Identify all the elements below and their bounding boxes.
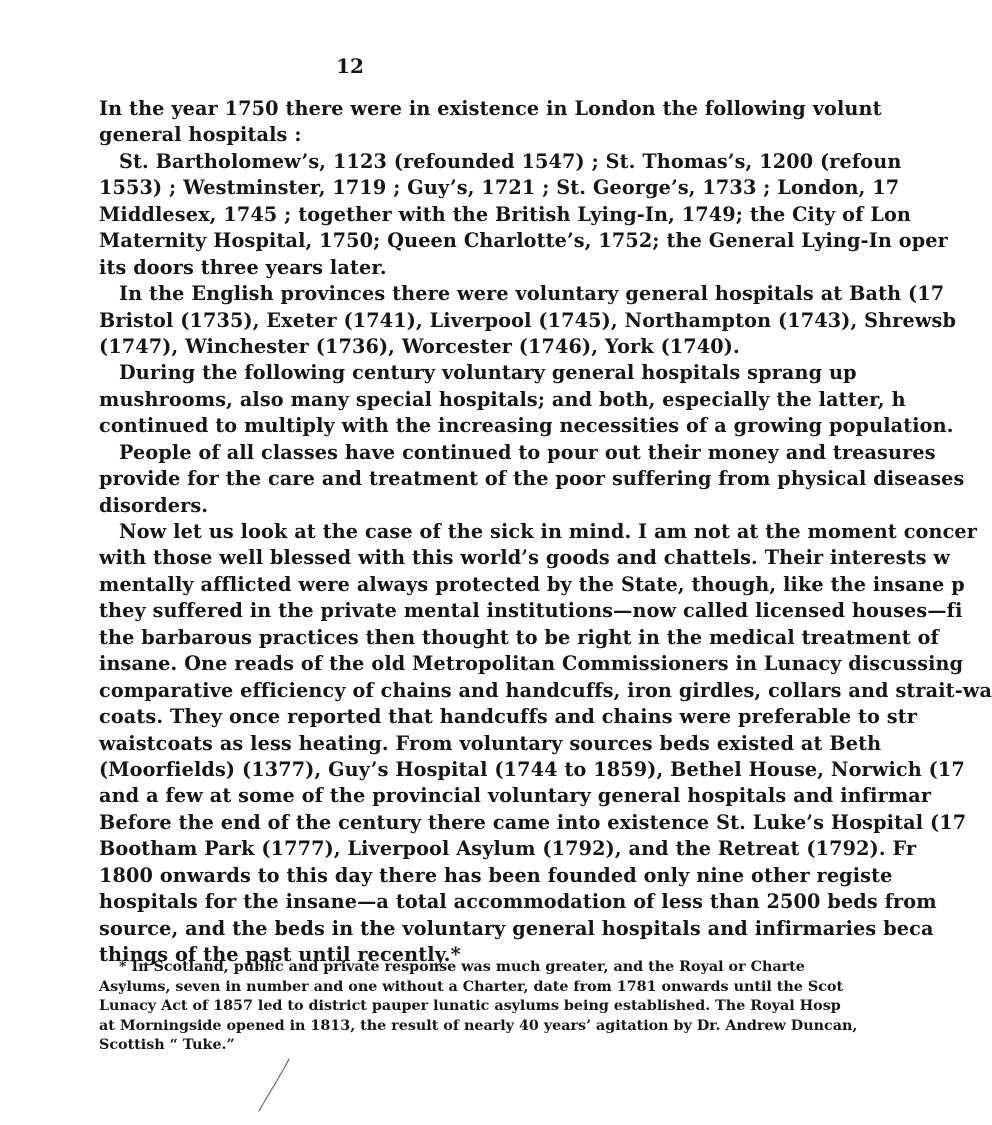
text-line: In the year 1750 there were in existence in London the following volunt: [99, 97, 882, 120]
footnote-line: Lunacy Act of 1857 led to district pauper lunatic asylums being established. The Royal Hosp: [99, 998, 841, 1014]
text-line: People of all classes have continued to pour out their money and treasures: [119, 440, 936, 464]
text-line: mushrooms, also many special hospitals; and both, especially the latter, h: [99, 387, 906, 411]
text-line: they suffered in the private mental institutions—now called licensed houses—fi: [99, 599, 963, 623]
text-line: 1800 onwards to this day there has been founded only nine other registe: [99, 863, 893, 887]
text-line: the barbarous practices then thought to be right in the medical treatment of: [99, 625, 939, 649]
text-line: waistcoats as less heating. From voluntary sources beds existed at Beth: [99, 731, 882, 755]
footnote-line: Scottish “ Tuke.”: [99, 1037, 235, 1053]
text-line: source, and the beds in the voluntary general hospitals and infirmaries beca: [99, 916, 934, 940]
text-line: Maternity Hospital, 1750; Queen Charlotte’s, 1752; the General Lying-In oper: [99, 229, 948, 253]
footnote: [99, 958, 859, 1056]
pencil-mark-icon: [255, 1055, 295, 1115]
text-line: Bootham Park (1777), Liverpool Asylum (1792), and the Retreat (1792). Fr: [99, 837, 917, 861]
text-line: St. Bartholomew’s, 1123 (refounded 1547) ; St. Thomas’s, 1200 (refoun: [119, 149, 902, 173]
text-line: Middlesex, 1745 ; together with the British Lying-In, 1749; the City of Lon: [99, 202, 912, 226]
text-line: its doors three years later.: [99, 255, 387, 279]
text-line: 1553) ; Westminster, 1719 ; Guy’s, 1721 ; St. George’s, 1733 ; London, 17: [99, 176, 900, 200]
text-line: coats. They once reported that handcuffs and chains were preferable to str: [99, 705, 918, 729]
body-text: [99, 96, 992, 968]
footnote-line: * In Scotland, public and private response was much greater, and the Royal or Charte: [119, 959, 805, 975]
text-line: things of the past until recently.*: [99, 943, 461, 966]
text-line: comparative efficiency of chains and handcuffs, iron girdles, collars and strait-wa: [99, 678, 992, 702]
text-line: and a few at some of the provincial voluntary general hospitals and infirmar: [99, 784, 932, 808]
text-line: Now let us look at the case of the sick in mind. I am not at the moment concer: [119, 520, 978, 543]
text-line: insane. One reads of the old Metropolitan Commissioners in Lunacy discussing: [99, 652, 964, 676]
text-line: Before the end of the century there came into existence St. Luke’s Hospital (17: [99, 810, 967, 834]
page-number: 12: [336, 54, 364, 78]
text-line: hospitals for the insane—a total accommodation of less than 2500 beds from: [99, 890, 937, 914]
text-line: In the English provinces there were voluntary general hospitals at Bath (17: [119, 282, 945, 306]
text-line: (Moorfields) (1377), Guy’s Hospital (1744 to 1859), Bethel House, Norwich (17: [99, 757, 965, 781]
text-line: general hospitals :: [99, 123, 302, 147]
text-line: provide for the care and treatment of the poor suffering from physical diseases: [99, 467, 965, 491]
text-line: Bristol (1735), Exeter (1741), Liverpool (1745), Northampton (1743), Shrewsb: [99, 308, 957, 332]
text-line: disorders.: [99, 493, 209, 517]
text-line: During the following century voluntary general hospitals sprang up: [119, 361, 857, 385]
footnote-line: at Morningside opened in 1813, the result of nearly 40 years’ agitation by Dr. Andrew Duncan,: [99, 1017, 858, 1034]
text-line: continued to multiply with the increasing necessities of a growing population.: [99, 414, 954, 438]
footnote-line: Asylums, seven in number and one without a Charter, date from 1781 onwards until the Scot: [99, 978, 844, 995]
text-line: mentally afflicted were always protected by the State, though, like the insane p: [99, 572, 965, 596]
text-line: with those well blessed with this world’s goods and chattels. Their interests w: [99, 546, 951, 570]
text-line: (1747), Winchester (1736), Worcester (1746), York (1740).: [99, 334, 740, 358]
